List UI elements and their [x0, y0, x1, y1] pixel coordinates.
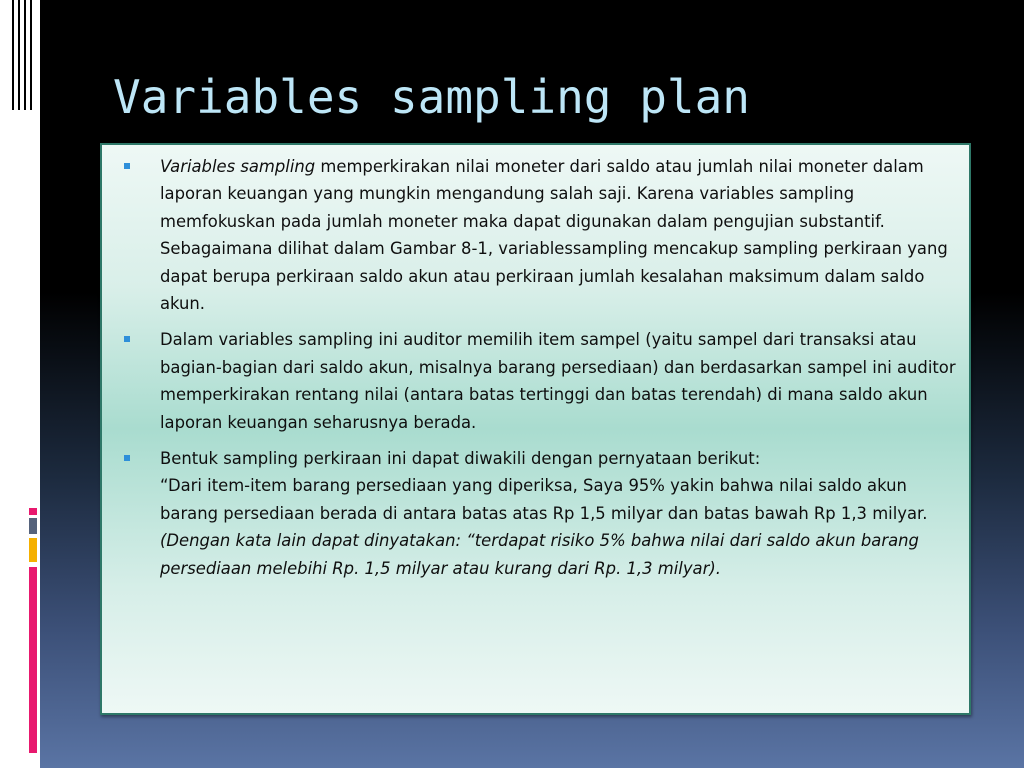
bullet-1-italic-term: Variables sampling [160, 157, 316, 176]
bullet-3-note: (Dengan kata lain dapat dinyatakan: “terdapat risiko 5% bahwa nilai dari saldo akun barang persediaan melebihi Rp. 1,5 milyar atau kurang dari Rp. 1,3 milyar). [160, 531, 919, 578]
accent-bar-gray [29, 518, 37, 534]
bullet-3-quote: “Dari item-item barang persediaan yang diperiksa, Saya 95% yakin bahwa nilai saldo akun barang persediaan berada di antara batas atas Rp 1,5 milyar dan batas bawah Rp 1,3 milyar. [160, 476, 928, 523]
bullet-item-1 [124, 153, 960, 317]
bullet-3-text: Bentuk sampling perkiraan ini dapat diwakili dengan pernyataan berikut: [160, 449, 761, 469]
accent-bar-pink-top [29, 508, 37, 515]
bullet-item-2 [124, 326, 960, 436]
square-bullet-icon [124, 163, 130, 169]
decorative-lines [12, 0, 32, 110]
accent-bar-pink [29, 567, 37, 753]
bullet-1-text: memperkirakan nilai moneter dari saldo atau jumlah nilai moneter dalam laporan keuangan yang mungkin mengandung salah saji. Karena variables sampling memfokuskan pada jumlah moneter maka dapat digunakan dalam pengujian substantif. Sebagaimana dilihat dalam Gambar 8-1, variablessampling mencakup sampling perkiraan yang dapat berupa perkiraan saldo akun atau perkiraan jumlah kesalahan maksimum dalam saldo akun. [160, 157, 948, 314]
bullet-list [124, 153, 960, 591]
bullet-2-text: Dalam variables sampling ini auditor memilih item sampel (yaitu sampel dari transaksi atau bagian-bagian dari saldo akun, misalnya barang persediaan) dan berdasarkan sampel ini auditor memperkirakan rentang nilai (antara batas tertinggi dan batas terendah) di mana saldo akun laporan keuangan seharusnya berada. [160, 330, 956, 432]
square-bullet-icon [124, 336, 130, 342]
content-box [100, 143, 971, 715]
square-bullet-icon [124, 455, 130, 461]
bullet-item-3 [124, 445, 960, 582]
slide-title: Variables sampling plan [113, 70, 750, 124]
accent-bar-yellow [29, 538, 37, 562]
